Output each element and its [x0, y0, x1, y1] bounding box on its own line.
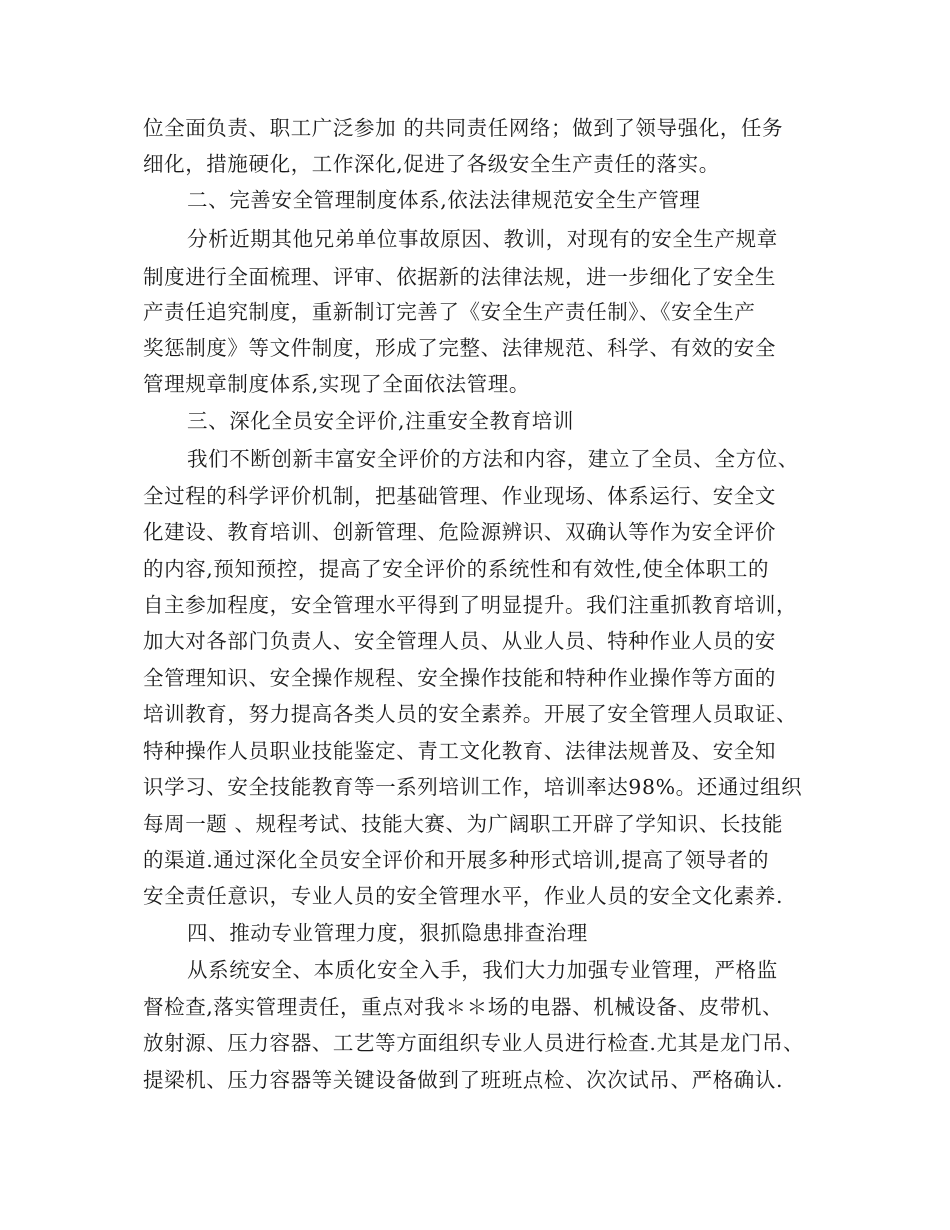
text-line: 化建设、教育培训、创新管理、危险源辨识、双确认等作为安全评价: [143, 520, 776, 544]
text-line: 自主参加程度，安全管理水平得到了明显提升。我们注重抓教育培训，: [143, 593, 798, 617]
text-line: 放射源、压力容器、工艺等方面组织专业人员进行检查.尤其是龙门吊、: [143, 1031, 805, 1055]
text-line: 全过程的科学评价机制，把基础管理、作业现场、体系运行、安全文: [143, 484, 776, 508]
text-line: 制度进行全面梳理、评审、依据新的法律法规，进一步细化了安全生: [143, 265, 776, 289]
text-line: 提梁机、压力容器等关键设备做到了班班点检、次次试吊、严格确认.: [143, 1068, 784, 1092]
text-line: 督检查,落实管理责任，重点对我＊＊场的电器、机械设备、皮带机、: [143, 995, 784, 1019]
text-line: 特种操作人员职业技能鉴定、青工文化教育、法律法规普及、安全知: [143, 739, 776, 763]
section-heading: 四、推动专业管理力度，狠抓隐患排查治理: [187, 921, 588, 945]
text-line: 细化，措施硬化，工作深化,促进了各级安全生产责任的落实。: [143, 152, 720, 176]
text-line: 位全面负责、职工广泛参加 的共同责任网络；做到了领导强化，任务: [143, 116, 784, 140]
text-line: 产责任追究制度，重新制订完善了《安全生产责任制》、《安全生产: [143, 300, 756, 324]
text-line: 我们不断创新丰富安全评价的方法和内容，建立了全员、全方位、: [187, 447, 799, 471]
text-line: 识学习、安全技能教育等一系列培训工作，培训率达98%。还通过组织: [143, 775, 803, 799]
text-line: 全管理知识、安全操作规程、安全操作技能和特种作业操作等方面的: [143, 666, 776, 690]
text-line: 的内容,预知预控，提高了安全评价的系统性和有效性,使全体职工的: [143, 557, 770, 581]
text-line: 奖惩制度》等文件制度，形成了完整、法律规范、科学、有效的安全: [143, 336, 776, 360]
text-line: 从系统安全、本质化安全入手，我们大力加强专业管理，严格监: [187, 958, 778, 982]
text-line: 管理规章制度体系,实现了全面依法管理。: [143, 372, 530, 396]
text-line: 安全责任意识，专业人员的安全管理水平，作业人员的安全文化素养.: [143, 884, 784, 908]
text-line: 每周一题 、规程考试、技能大赛、为广阔职工开辟了学知识、长技能: [143, 812, 784, 836]
text-line: 的渠道.通过深化全员安全评价和开展多种形式培训,提高了领导者的: [143, 848, 770, 872]
text-line: 加大对各部门负责人、安全管理人员、从业人员、特种作业人员的安: [143, 629, 776, 653]
section-heading: 二、完善安全管理制度体系,依法法律规范安全生产管理: [187, 188, 701, 212]
text-line: 分析近期其他兄弟单位事故原因、教训，对现有的安全生产规章: [187, 227, 778, 251]
text-line: 培训教育，努力提高各类人员的安全素养。开展了安全管理人员取证、: [143, 702, 798, 726]
section-heading: 三、深化全员安全评价,注重安全教育培训: [187, 409, 574, 433]
